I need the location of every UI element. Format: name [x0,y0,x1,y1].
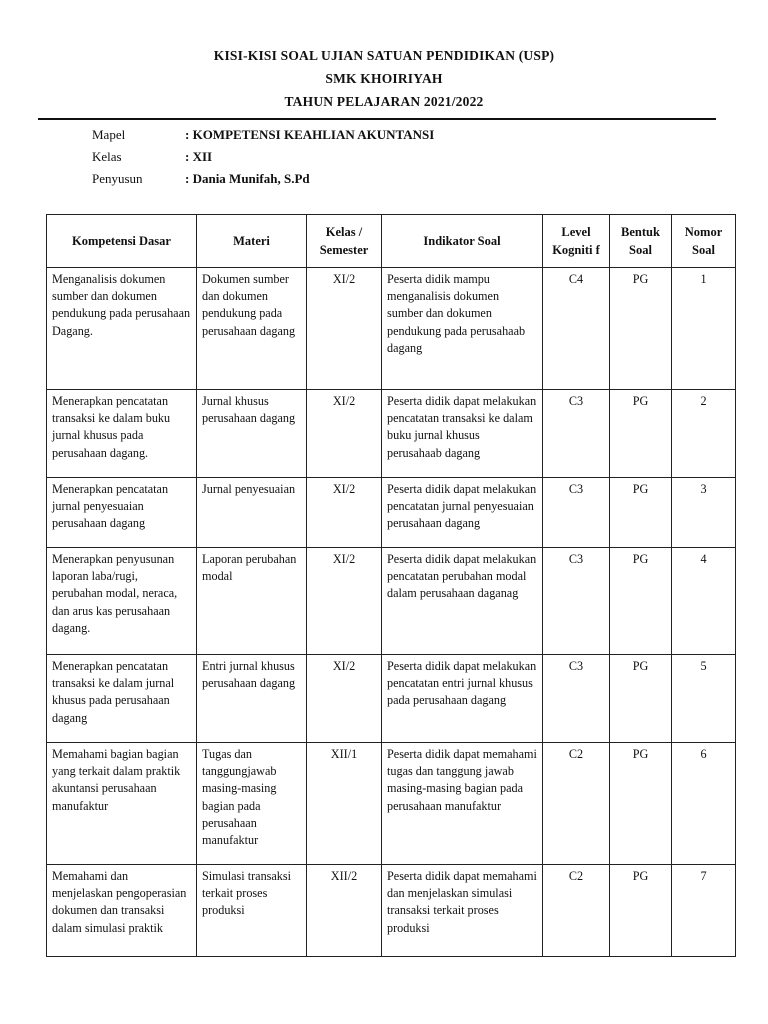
cell-indikator: Peserta didik dapat melakukan pencatatan entri jurnal khusus pada perusahaan dagang [382,655,543,743]
meta-label: Penyusun [92,171,143,186]
cell-nomor: 6 [672,743,736,865]
cell-kompetensi-dasar: Menerapkan pencatatan transaksi ke dalam jurnal khusus pada perusahaan dagang [47,655,197,743]
table-row [47,743,736,865]
cell-kelas-semester: XI/2 [307,478,382,548]
meta-label: Kelas [92,149,122,164]
cell-bentuk: PG [610,548,672,655]
document-title: KISI-KISI SOAL UJIAN SATUAN PENDIDIKAN (USP) [213,48,555,63]
cell-materi: Dokumen sumber dan dokumen pendukung pada perusahaan dagang [197,268,307,390]
table-row [47,548,736,655]
table-header-row [47,215,736,268]
cell-level: C2 [543,865,610,957]
cell-kompetensi-dasar: Menerapkan penyusunan laporan laba/rugi, perubahan modal, neraca, dan arus kas perusahaan dagang. [47,548,197,655]
table-row [47,268,736,390]
cell-bentuk: PG [610,743,672,865]
cell-materi: Entri jurnal khusus perusahaan dagang [197,655,307,743]
column-header: Indikator Soal [382,215,543,268]
table-row [47,478,736,548]
cell-kelas-semester: XI/2 [307,390,382,478]
cell-bentuk: PG [610,268,672,390]
table-row [47,390,736,478]
cell-level: C3 [543,548,610,655]
cell-kelas-semester: XI/2 [307,655,382,743]
cell-kelas-semester: XII/1 [307,743,382,865]
cell-bentuk: PG [610,655,672,743]
cell-nomor: 1 [672,268,736,390]
column-header: Kelas / Semester [307,215,382,268]
meta-row-mapel [92,124,434,146]
cell-indikator: Peserta didik mampu menganalisis dokumen sumber dan dokumen pendukung pada perusahaab dagang [382,268,543,390]
meta-value: : XII [185,149,213,164]
blueprint-table [46,214,736,957]
cell-bentuk: PG [610,865,672,957]
meta-row-kelas [92,146,434,168]
cell-indikator: Peserta didik dapat memahami tugas dan tanggung jawab masing-masing bagian pada perusahaan manufaktur [382,743,543,865]
cell-kompetensi-dasar: Menerapkan pencatatan transaksi ke dalam buku jurnal khusus pada perusahaan dagang. [47,390,197,478]
meta-info [92,124,434,190]
cell-bentuk: PG [610,478,672,548]
column-header: Nomor Soal [672,215,736,268]
cell-kelas-semester: XI/2 [307,268,382,390]
cell-indikator: Peserta didik dapat melakukan pencatatan jurnal penyesuaian perusahaan dagang [382,478,543,548]
meta-label: Mapel [92,127,126,142]
cell-bentuk: PG [610,390,672,478]
cell-nomor: 7 [672,865,736,957]
cell-nomor: 3 [672,478,736,548]
school-name: SMK KHOIRIYAH [325,71,443,86]
meta-value: : Dania Munifah, S.Pd [185,171,310,186]
cell-level: C4 [543,268,610,390]
cell-indikator: Peserta didik dapat melakukan pencatatan transaksi ke dalam buku jurnal khusus perusahaab dagang [382,390,543,478]
cell-level: C3 [543,478,610,548]
meta-value: : KOMPETENSI KEAHLIAN AKUNTANSI [185,127,435,142]
header-divider [38,118,716,120]
cell-materi: Laporan perubahan modal [197,548,307,655]
table-row [47,865,736,957]
cell-kelas-semester: XI/2 [307,548,382,655]
cell-level: C3 [543,655,610,743]
cell-materi: Simulasi transaksi terkait proses produksi [197,865,307,957]
cell-indikator: Peserta didik dapat melakukan pencatatan perubahan modal dalam perusahaan daganag [382,548,543,655]
cell-level: C2 [543,743,610,865]
cell-kompetensi-dasar: Memahami bagian bagian yang terkait dalam praktik akuntansi perusahaan manufaktur [47,743,197,865]
cell-level: C3 [543,390,610,478]
cell-nomor: 5 [672,655,736,743]
academic-year: TAHUN PELAJARAN 2021/2022 [284,94,484,109]
cell-nomor: 2 [672,390,736,478]
cell-kompetensi-dasar: Menganalisis dokumen sumber dan dokumen pendukung pada perusahaan Dagang. [47,268,197,390]
column-header: Materi [197,215,307,268]
column-header: Bentuk Soal [610,215,672,268]
cell-kelas-semester: XII/2 [307,865,382,957]
table-row [47,655,736,743]
cell-materi: Jurnal khusus perusahaan dagang [197,390,307,478]
document-header [0,44,768,113]
cell-materi: Tugas dan tanggungjawab masing-masing bagian pada perusahaan manufaktur [197,743,307,865]
column-header: Level Kogniti f [543,215,610,268]
column-header: Kompetensi Dasar [47,215,197,268]
meta-row-penyusun [92,168,434,190]
cell-kompetensi-dasar: Memahami dan menjelaskan pengoperasian dokumen dan transaksi dalam simulasi praktik [47,865,197,957]
cell-materi: Jurnal penyesuaian [197,478,307,548]
cell-indikator: Peserta didik dapat memahami dan menjelaskan simulasi transaksi terkait proses produksi [382,865,543,957]
cell-kompetensi-dasar: Menerapkan pencatatan jurnal penyesuaian perusahaan dagang [47,478,197,548]
cell-nomor: 4 [672,548,736,655]
